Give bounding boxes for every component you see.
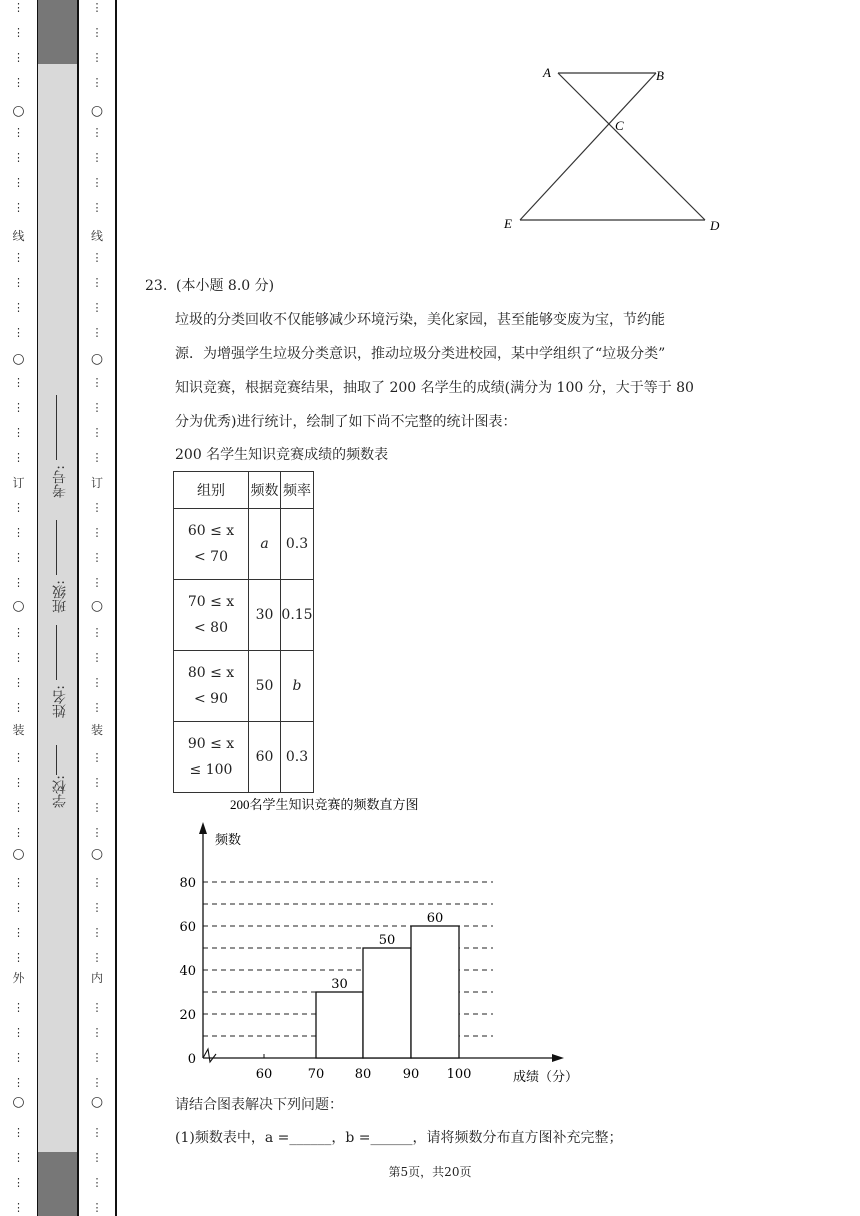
- point-d-label: D: [710, 218, 720, 233]
- binding-dots: ⋮: [91, 176, 103, 189]
- binding-dots: ⋮: [91, 276, 103, 289]
- question-line-4: 分为优秀)进行统计，绘制了如下尚不完整的统计图表：: [175, 414, 517, 430]
- binding-dots: ⋮: [13, 426, 24, 439]
- x-axis-label: 成绩（分）: [513, 1070, 579, 1085]
- binding-dots: ⋮: [13, 751, 24, 764]
- header-group: 组别: [174, 472, 249, 509]
- group-cell: 60 ≤ x < 70: [174, 509, 249, 580]
- binding-circle-icon: ○: [90, 598, 104, 614]
- table-row: [174, 722, 314, 793]
- frequency-table: [173, 471, 314, 793]
- point-e-label: E: [504, 216, 512, 231]
- binding-marker: 内: [90, 971, 103, 985]
- binding-dots: ⋮: [13, 1076, 24, 1089]
- binding-dots: ⋮: [13, 251, 24, 264]
- binding-circle-icon: ○: [12, 846, 25, 862]
- axis-break: [203, 1049, 216, 1062]
- segment-be: [520, 73, 656, 220]
- point-c-label: C: [615, 118, 624, 133]
- binding-marker: 外: [12, 971, 25, 985]
- binding-dots: ⋮: [13, 801, 24, 814]
- point-b-label: B: [656, 68, 664, 83]
- binding-dots: ⋮: [91, 251, 103, 264]
- binding-dots: ⋮: [13, 826, 24, 839]
- binding-dots: ⋮: [91, 926, 103, 939]
- group-cell: 70 ≤ x < 80: [174, 580, 249, 651]
- histogram-bar: [363, 948, 411, 1058]
- binding-dots: ⋮: [91, 451, 103, 464]
- binding-dots: ⋮: [91, 1201, 103, 1214]
- name-blank: [56, 625, 57, 680]
- count-cell: 60: [249, 722, 281, 793]
- y-tick-label: 20: [179, 1008, 196, 1023]
- binding-dots: ⋮: [13, 401, 24, 414]
- binding-dots: ⋮: [91, 1126, 103, 1139]
- binding-dots: ⋮: [13, 26, 24, 39]
- binding-dots: ⋮: [13, 126, 24, 139]
- bar-value-label: 60: [426, 911, 444, 926]
- binding-dots: ⋮: [91, 301, 103, 314]
- table-header-row: [174, 472, 314, 509]
- question-line-2: 源．为增强学生垃圾分类意识，推动垃圾分类进校园，某中学组织了“垃圾分类”: [175, 346, 666, 362]
- binding-dots: ⋮: [91, 876, 103, 889]
- binding-dots: ⋮: [13, 76, 24, 89]
- binding-circle-icon: ○: [90, 1094, 104, 1110]
- binding-circle-icon: ○: [90, 103, 104, 119]
- histogram-bar: [411, 926, 459, 1058]
- binding-circle-icon: ○: [12, 1094, 25, 1110]
- binding-dots: ⋮: [13, 1151, 24, 1164]
- table-row: [174, 509, 314, 580]
- binding-dots: ⋮: [91, 326, 103, 339]
- binding-dots: ⋮: [91, 126, 103, 139]
- binding-dots: ⋮: [13, 576, 24, 589]
- freq-cell: b: [281, 651, 314, 722]
- binding-dots: ⋮: [13, 776, 24, 789]
- binding-dots: ⋮: [13, 301, 24, 314]
- x-tick-label: 80: [354, 1067, 372, 1082]
- binding-marker: 装: [90, 723, 103, 737]
- histogram-chart: [170, 792, 600, 1092]
- outer-binding-strip: [0, 0, 39, 1216]
- binding-dots: ⋮: [91, 551, 103, 564]
- bar-value-label: 30: [331, 977, 348, 992]
- binding-dots: ⋮: [91, 526, 103, 539]
- binding-marker: 线: [90, 229, 103, 243]
- binding-dots: ⋮: [91, 151, 103, 164]
- x-tick-label: 90: [402, 1067, 420, 1082]
- histogram-bar: [316, 992, 363, 1058]
- band-top-cap: [38, 0, 77, 64]
- table-row: [174, 651, 314, 722]
- binding-dots: ⋮: [13, 1026, 24, 1039]
- binding-dots: ⋮: [13, 551, 24, 564]
- binding-dots: ⋮: [13, 1051, 24, 1064]
- binding-dots: ⋮: [13, 1001, 24, 1014]
- question-score: (本小题 8.0 分): [176, 278, 275, 294]
- binding-dots: ⋮: [91, 901, 103, 914]
- binding-dots: ⋮: [91, 1051, 103, 1064]
- binding-dots: ⋮: [91, 801, 103, 814]
- binding-dots: ⋮: [91, 1151, 103, 1164]
- x-tick-label: 100: [446, 1067, 472, 1082]
- y-axis-label: 频数: [215, 833, 242, 848]
- binding-dots: ⋮: [91, 376, 103, 389]
- binding-dots: ⋮: [91, 951, 103, 964]
- inner-binding-strip: [79, 0, 117, 1216]
- binding-dots: ⋮: [13, 201, 24, 214]
- binding-dots: ⋮: [91, 426, 103, 439]
- name-label: 姓名:: [52, 685, 68, 718]
- binding-dots: ⋮: [13, 176, 24, 189]
- table-row: [174, 580, 314, 651]
- binding-dots: ⋮: [91, 826, 103, 839]
- x-axis-arrow: [552, 1054, 564, 1062]
- binding-marker: 装: [12, 723, 25, 737]
- binding-dots: ⋮: [13, 701, 24, 714]
- point-a-label: A: [543, 65, 551, 80]
- count-cell: 50: [249, 651, 281, 722]
- class-label: 班级:: [52, 580, 68, 613]
- binding-dots: ⋮: [13, 876, 24, 889]
- binding-dots: ⋮: [91, 776, 103, 789]
- binding-dots: ⋮: [91, 26, 103, 39]
- group-cell: 80 ≤ x < 90: [174, 651, 249, 722]
- x-tick-label: 60: [255, 1067, 273, 1082]
- binding-dots: ⋮: [91, 1001, 103, 1014]
- binding-circle-icon: ○: [90, 846, 104, 862]
- binding-dots: ⋮: [91, 751, 103, 764]
- binding-dots: ⋮: [91, 401, 103, 414]
- exam-number-label: 考号:: [52, 465, 68, 498]
- freq-cell: 0.3: [281, 509, 314, 580]
- binding-dots: ⋮: [91, 201, 103, 214]
- binding-dots: ⋮: [13, 1, 24, 14]
- x-tick-label: 70: [307, 1067, 325, 1082]
- binding-dots: ⋮: [91, 51, 103, 64]
- y-tick-label: 40: [179, 964, 196, 979]
- binding-dots: ⋮: [91, 1076, 103, 1089]
- binding-dots: ⋮: [91, 651, 103, 664]
- binding-dots: ⋮: [91, 1176, 103, 1189]
- binding-dots: ⋮: [91, 1026, 103, 1039]
- binding-marker: 订: [90, 476, 103, 490]
- y-axis-arrow: [199, 822, 207, 834]
- binding-dots: ⋮: [13, 276, 24, 289]
- binding-marker: 订: [12, 476, 25, 490]
- histogram-bars: [316, 911, 459, 1058]
- y-tick-label: 80: [179, 876, 196, 891]
- binding-dots: ⋮: [91, 676, 103, 689]
- binding-dots: ⋮: [91, 701, 103, 714]
- binding-dots: ⋮: [13, 651, 24, 664]
- binding-circle-icon: ○: [12, 598, 25, 614]
- sub-question-1: (1)频数表中，a =______，b =______，请将频数分布直方图补充完整；: [175, 1130, 623, 1146]
- binding-dots: ⋮: [13, 526, 24, 539]
- binding-dots: ⋮: [13, 501, 24, 514]
- question-number: 23.: [145, 278, 168, 294]
- binding-circle-icon: ○: [90, 351, 104, 367]
- group-cell: 90 ≤ x ≤ 100: [174, 722, 249, 793]
- freq-cell: 0.15: [281, 580, 314, 651]
- exam-number-blank: [56, 395, 57, 460]
- count-cell: a: [249, 509, 281, 580]
- binding-dots: ⋮: [13, 376, 24, 389]
- school-blank: [56, 745, 57, 775]
- binding-dots: ⋮: [13, 1126, 24, 1139]
- binding-dots: ⋮: [13, 901, 24, 914]
- binding-dots: ⋮: [13, 151, 24, 164]
- binding-circle-icon: ○: [12, 103, 25, 119]
- binding-dots: ⋮: [91, 1, 103, 14]
- band-bottom-cap: [38, 1152, 77, 1216]
- y-tick-label: 60: [179, 920, 196, 935]
- geometry-figure: [490, 60, 740, 240]
- binding-dots: ⋮: [13, 1176, 24, 1189]
- segment-ad: [558, 73, 705, 220]
- freq-cell: 0.3: [281, 722, 314, 793]
- binding-marker: 线: [12, 229, 25, 243]
- count-cell: 30: [249, 580, 281, 651]
- binding-dots: ⋮: [13, 951, 24, 964]
- bar-value-label: 50: [378, 933, 396, 948]
- chart-title: 200名学生知识竞赛的频数直方图: [230, 797, 419, 812]
- binding-dots: ⋮: [13, 451, 24, 464]
- y-tick-labels: [179, 876, 196, 1067]
- binding-dots: ⋮: [13, 676, 24, 689]
- binding-dots: ⋮: [13, 326, 24, 339]
- binding-dots: ⋮: [91, 626, 103, 639]
- page-footer: 第5页，共20页: [388, 1165, 472, 1179]
- binding-dots: ⋮: [13, 626, 24, 639]
- class-blank: [56, 520, 57, 575]
- binding-circle-icon: ○: [12, 351, 25, 367]
- y-tick-label: 0: [187, 1052, 196, 1067]
- table-title: 200 名学生知识竞赛成绩的频数表: [175, 447, 389, 463]
- header-count: 频数: [249, 472, 281, 509]
- binding-dots: ⋮: [13, 926, 24, 939]
- binding-dots: ⋮: [91, 501, 103, 514]
- question-prompt: 请结合图表解决下列问题：: [175, 1097, 343, 1113]
- binding-dots: ⋮: [13, 51, 24, 64]
- binding-dots: ⋮: [91, 576, 103, 589]
- question-line-1: 垃圾的分类回收不仅能够减少环境污染，美化家园，甚至能够变废为宝，节约能: [175, 312, 665, 328]
- binding-dots: ⋮: [91, 76, 103, 89]
- question-line-3: 知识竞赛，根据竞赛结果，抽取了 200 名学生的成绩(满分为 100 分，大于等于 80: [175, 380, 694, 396]
- binding-dots: ⋮: [13, 1201, 24, 1214]
- school-label: 学校:: [52, 775, 68, 808]
- header-freq: 频率: [281, 472, 314, 509]
